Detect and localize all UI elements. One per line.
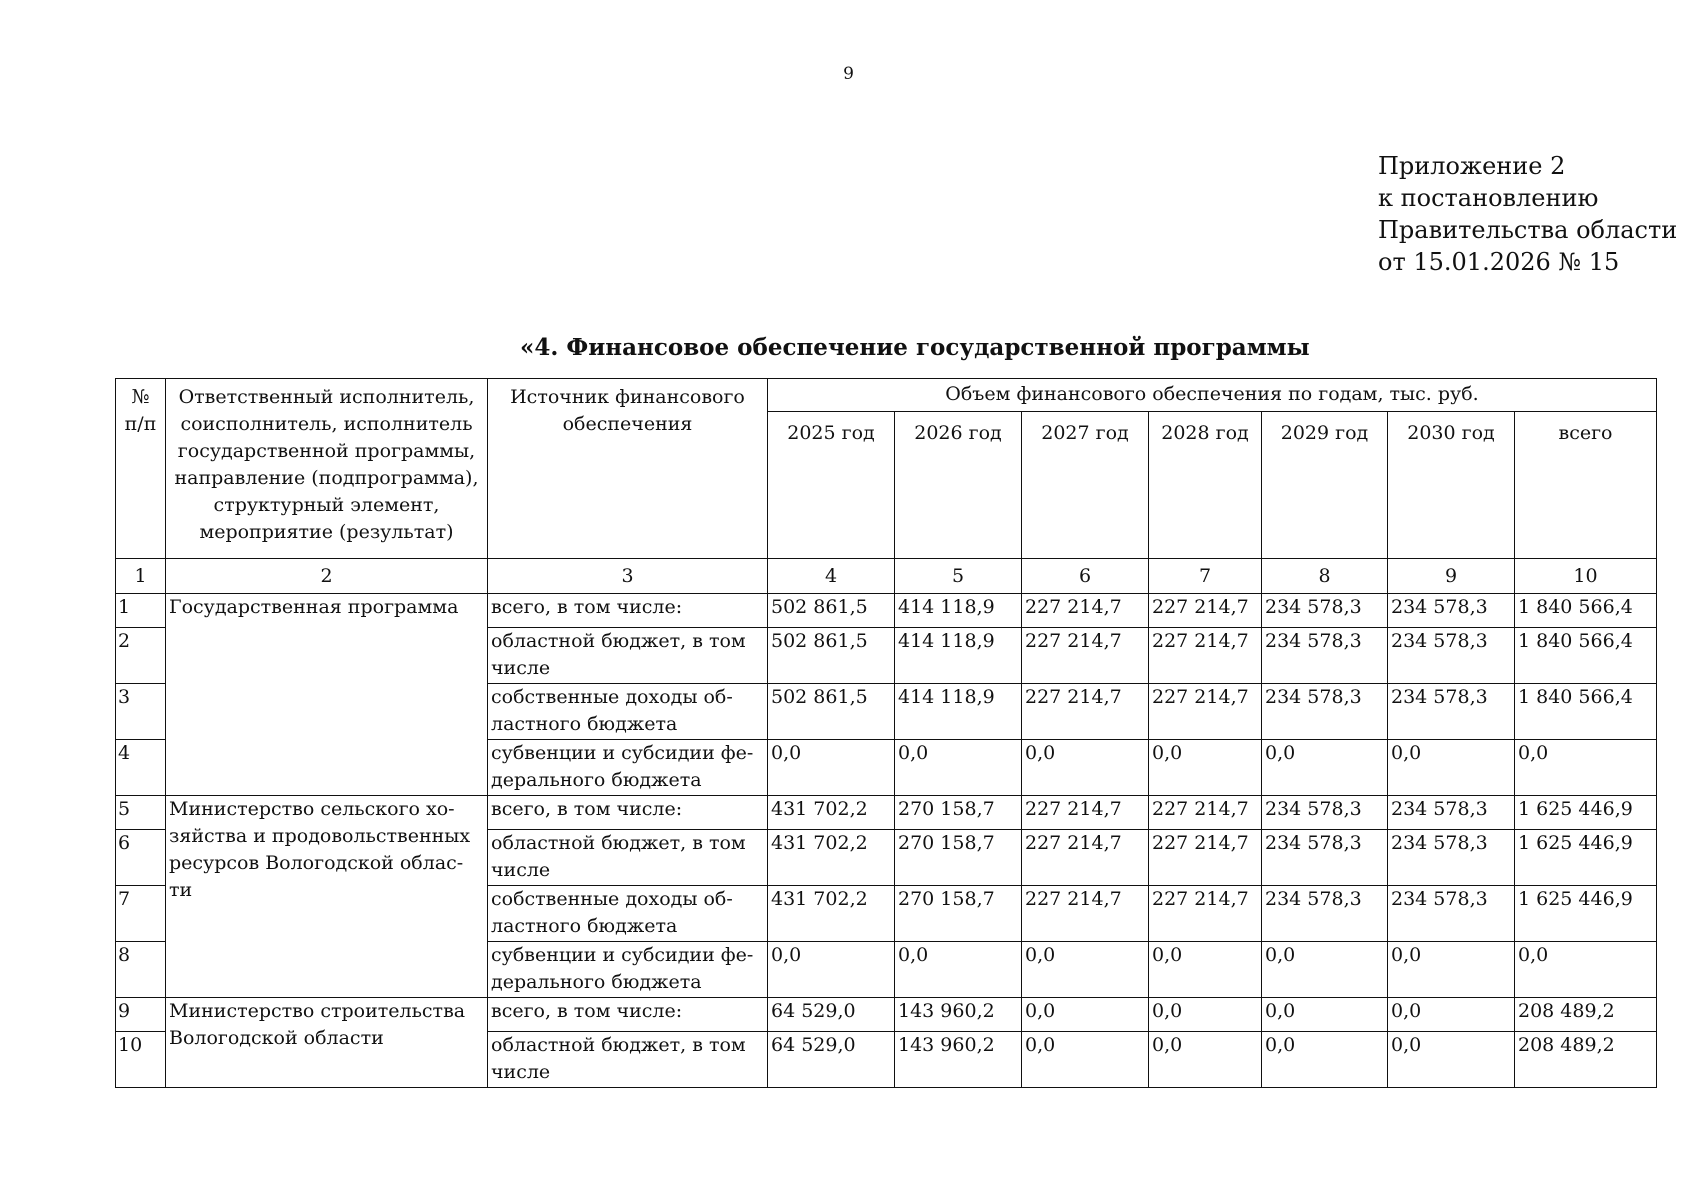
source-cell: субвенции и субсидии фе-дерального бюджета [488, 740, 768, 796]
table-row [116, 998, 1657, 1032]
row-number: 7 [116, 886, 166, 942]
value-cell: 502 861,5 [768, 628, 895, 684]
value-cell: 227 214,7 [1022, 796, 1149, 830]
value-cell: 0,0 [1515, 942, 1657, 998]
value-cell: 227 214,7 [1022, 886, 1149, 942]
value-cell: 0,0 [1388, 998, 1515, 1032]
value-cell: 1 840 566,4 [1515, 628, 1657, 684]
header-num: № п/п [116, 379, 166, 559]
header-year-2025: 2025 год [768, 412, 895, 559]
value-cell: 227 214,7 [1149, 796, 1262, 830]
column-number: 9 [1388, 559, 1515, 594]
value-cell: 0,0 [1022, 740, 1149, 796]
header-year-2028: 2028 год [1149, 412, 1262, 559]
value-cell: 234 578,3 [1262, 830, 1388, 886]
source-cell: всего, в том числе: [488, 796, 768, 830]
value-cell: 0,0 [1388, 942, 1515, 998]
value-cell: 227 214,7 [1149, 684, 1262, 740]
row-number: 4 [116, 740, 166, 796]
value-cell: 234 578,3 [1388, 796, 1515, 830]
source-cell: субвенции и субсидии фе-дерального бюджета [488, 942, 768, 998]
appendix-note [1378, 150, 1677, 278]
value-cell: 227 214,7 [1149, 594, 1262, 628]
value-cell: 1 840 566,4 [1515, 684, 1657, 740]
source-cell: всего, в том числе: [488, 998, 768, 1032]
header-year-2030: 2030 год [1388, 412, 1515, 559]
value-cell: 227 214,7 [1149, 628, 1262, 684]
value-cell: 270 158,7 [895, 830, 1022, 886]
value-cell: 0,0 [1022, 942, 1149, 998]
value-cell: 208 489,2 [1515, 1032, 1657, 1088]
value-cell: 0,0 [768, 740, 895, 796]
source-cell: областной бюджет, в том числе [488, 830, 768, 886]
value-cell: 234 578,3 [1388, 594, 1515, 628]
value-cell: 270 158,7 [895, 796, 1022, 830]
value-cell: 431 702,2 [768, 830, 895, 886]
value-cell: 208 489,2 [1515, 998, 1657, 1032]
value-cell: 234 578,3 [1388, 830, 1515, 886]
column-number: 8 [1262, 559, 1388, 594]
header-year-2027: 2027 год [1022, 412, 1149, 559]
row-number: 8 [116, 942, 166, 998]
row-number: 10 [116, 1032, 166, 1088]
value-cell: 0,0 [1262, 998, 1388, 1032]
value-cell: 0,0 [1149, 1032, 1262, 1088]
value-cell: 0,0 [1022, 1032, 1149, 1088]
row-number: 1 [116, 594, 166, 628]
value-cell: 234 578,3 [1262, 594, 1388, 628]
header-year-2029: 2029 год [1262, 412, 1388, 559]
executor-cell: Министерство строительства Вологодской области [166, 998, 488, 1088]
column-number: 4 [768, 559, 895, 594]
appendix-line-4: от 15.01.2026 № 15 [1378, 248, 1620, 276]
value-cell: 143 960,2 [895, 1032, 1022, 1088]
page-number: 9 [843, 64, 854, 84]
value-cell: 227 214,7 [1022, 830, 1149, 886]
value-cell: 227 214,7 [1022, 628, 1149, 684]
value-cell: 227 214,7 [1022, 684, 1149, 740]
value-cell: 0,0 [1388, 1032, 1515, 1088]
column-number: 10 [1515, 559, 1657, 594]
value-cell: 0,0 [1149, 942, 1262, 998]
column-number: 6 [1022, 559, 1149, 594]
column-number: 1 [116, 559, 166, 594]
row-number: 5 [116, 796, 166, 830]
value-cell: 270 158,7 [895, 886, 1022, 942]
source-cell: собственные доходы об-ластного бюджета [488, 886, 768, 942]
value-cell: 0,0 [895, 740, 1022, 796]
appendix-line-3: Правительства области [1378, 216, 1678, 244]
table-row [116, 796, 1657, 830]
header-total: всего [1515, 412, 1657, 559]
value-cell: 0,0 [1515, 740, 1657, 796]
value-cell: 0,0 [1262, 942, 1388, 998]
value-cell: 0,0 [768, 942, 895, 998]
appendix-line-1: Приложение 2 [1378, 152, 1566, 180]
header-source: Источник финансового обеспечения [488, 379, 768, 559]
value-cell: 0,0 [1149, 998, 1262, 1032]
column-number: 2 [166, 559, 488, 594]
value-cell: 234 578,3 [1262, 628, 1388, 684]
value-cell: 1 625 446,9 [1515, 830, 1657, 886]
section-title: «4. Финансовое обеспечение государственной программы [520, 334, 1310, 361]
source-cell: всего, в том числе: [488, 594, 768, 628]
table-row [116, 594, 1657, 628]
value-cell: 64 529,0 [768, 998, 895, 1032]
value-cell: 414 118,9 [895, 684, 1022, 740]
value-cell: 234 578,3 [1388, 628, 1515, 684]
value-cell: 0,0 [1262, 1032, 1388, 1088]
row-number: 6 [116, 830, 166, 886]
value-cell: 1 625 446,9 [1515, 796, 1657, 830]
row-number: 9 [116, 998, 166, 1032]
row-number: 3 [116, 684, 166, 740]
column-number: 3 [488, 559, 768, 594]
source-cell: собственные доходы об-ластного бюджета [488, 684, 768, 740]
column-number: 7 [1149, 559, 1262, 594]
value-cell: 431 702,2 [768, 796, 895, 830]
row-number: 2 [116, 628, 166, 684]
value-cell: 0,0 [1262, 740, 1388, 796]
value-cell: 1 625 446,9 [1515, 886, 1657, 942]
value-cell: 227 214,7 [1022, 594, 1149, 628]
header-executor: Ответственный исполнитель, соисполнитель, исполнитель государственной программы, направление (подпрограмма), структурный элемент, мероприятие (результат) [166, 379, 488, 559]
header-volume: Объем финансового обеспечения по годам, тыс. руб. [768, 379, 1657, 412]
value-cell: 414 118,9 [895, 594, 1022, 628]
value-cell: 64 529,0 [768, 1032, 895, 1088]
column-numbers-row [116, 559, 1657, 594]
value-cell: 502 861,5 [768, 594, 895, 628]
financing-table [115, 378, 1657, 1088]
column-number: 5 [895, 559, 1022, 594]
value-cell: 234 578,3 [1262, 684, 1388, 740]
value-cell: 234 578,3 [1262, 886, 1388, 942]
value-cell: 227 214,7 [1149, 886, 1262, 942]
value-cell: 0,0 [1388, 740, 1515, 796]
source-cell: областной бюджет, в том числе [488, 1032, 768, 1088]
source-cell: областной бюджет, в том числе [488, 628, 768, 684]
value-cell: 0,0 [1149, 740, 1262, 796]
value-cell: 143 960,2 [895, 998, 1022, 1032]
value-cell: 227 214,7 [1149, 830, 1262, 886]
appendix-line-2: к постановлению [1378, 184, 1599, 212]
executor-cell: Министерство сельского хо-зяйства и продовольственных ресурсов Вологодской облас-ти [166, 796, 488, 998]
value-cell: 234 578,3 [1388, 684, 1515, 740]
value-cell: 0,0 [895, 942, 1022, 998]
value-cell: 234 578,3 [1262, 796, 1388, 830]
executor-cell: Государственная программа [166, 594, 488, 796]
value-cell: 1 840 566,4 [1515, 594, 1657, 628]
value-cell: 0,0 [1022, 998, 1149, 1032]
value-cell: 234 578,3 [1388, 886, 1515, 942]
value-cell: 431 702,2 [768, 886, 895, 942]
value-cell: 502 861,5 [768, 684, 895, 740]
header-year-2026: 2026 год [895, 412, 1022, 559]
value-cell: 414 118,9 [895, 628, 1022, 684]
